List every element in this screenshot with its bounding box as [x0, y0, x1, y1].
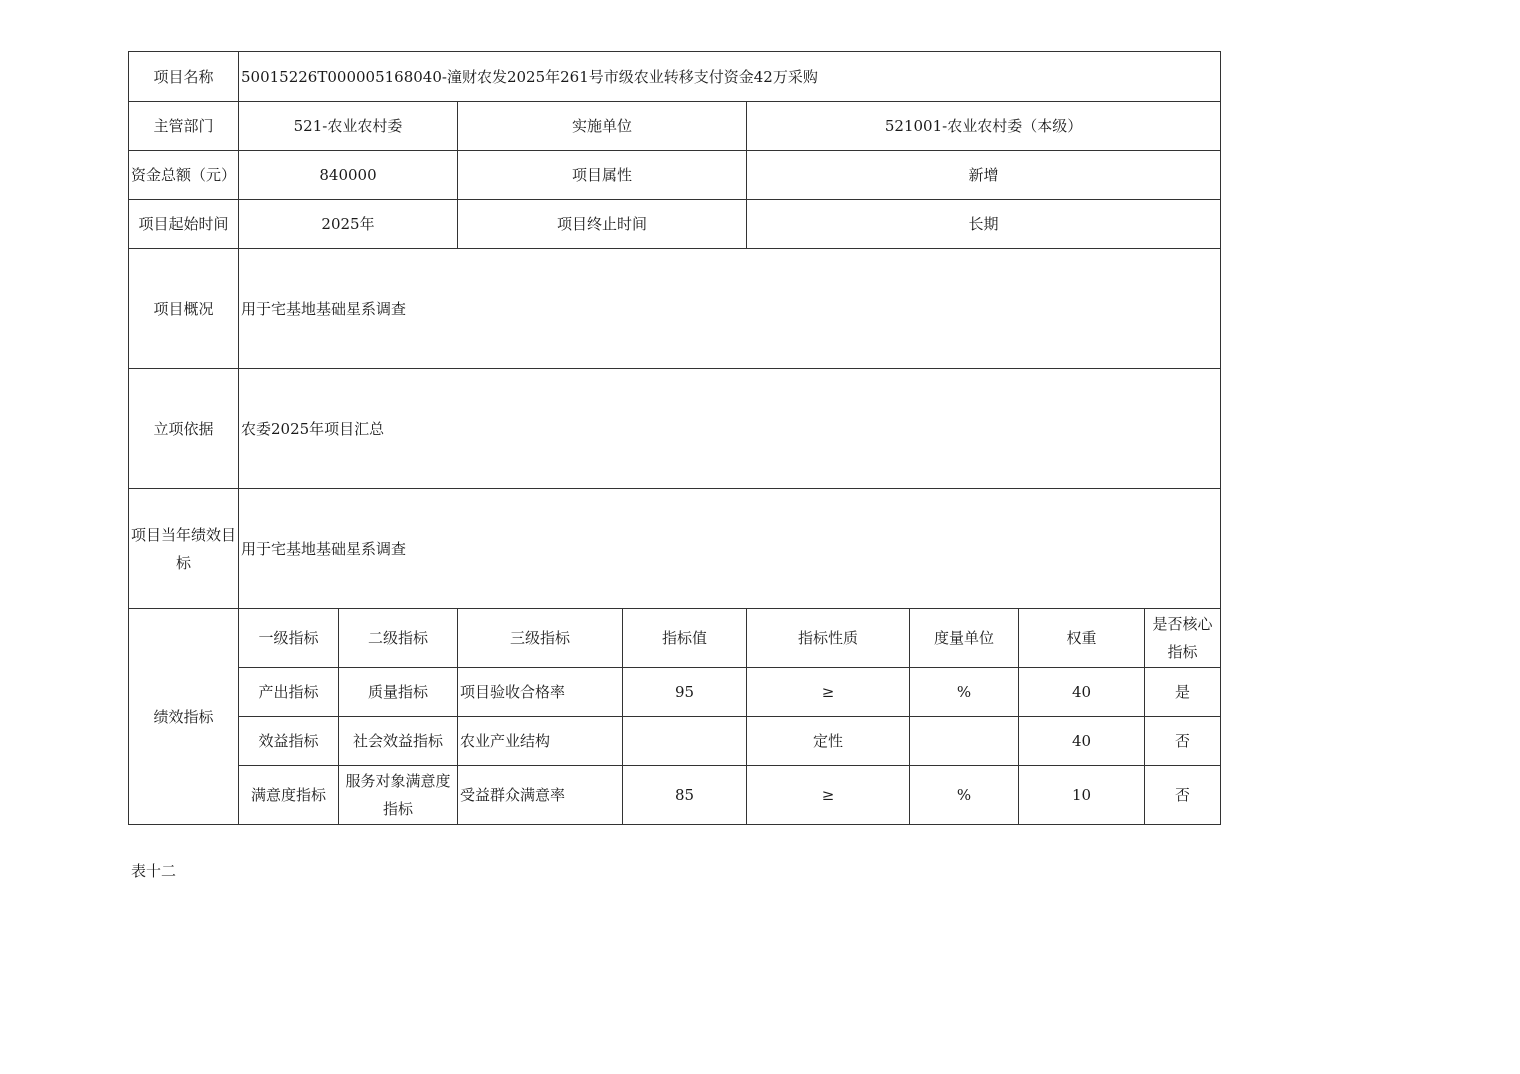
indicator-level2: 质量指标: [339, 668, 458, 717]
project-attr-label: 项目属性: [458, 151, 747, 200]
basis-value: 农委2025年项目汇总: [239, 369, 1221, 489]
indicator-weight: 10: [1019, 766, 1145, 825]
table-caption: 表十二: [131, 862, 177, 880]
indicator-level2: 社会效益指标: [339, 717, 458, 766]
indicators-section-label: 绩效指标: [129, 609, 239, 825]
indicator-row: [129, 717, 1221, 766]
row-funds: [129, 151, 1221, 200]
indicator-weight: 40: [1019, 668, 1145, 717]
project-performance-table: [128, 51, 1221, 825]
indicator-unit: %: [910, 668, 1019, 717]
indicator-unit: [910, 717, 1019, 766]
indicator-core: 是: [1145, 668, 1221, 717]
indicator-nature: 定性: [747, 717, 910, 766]
overview-value: 用于宅基地基础星系调查: [239, 249, 1221, 369]
indicator-nature: ≥: [747, 766, 910, 825]
row-period: [129, 200, 1221, 249]
goal-label: 项目当年绩效目标: [129, 489, 239, 609]
header-level2: 二级指标: [339, 609, 458, 668]
indicator-row: [129, 668, 1221, 717]
indicator-level1: 产出指标: [239, 668, 339, 717]
overview-label: 项目概况: [129, 249, 239, 369]
indicator-weight: 40: [1019, 717, 1145, 766]
funds-label: 资金总额（元）: [129, 151, 239, 200]
project-name-label: 项目名称: [129, 52, 239, 102]
row-basis: [129, 369, 1221, 489]
basis-label: 立项依据: [129, 369, 239, 489]
funds-value: 840000: [239, 151, 458, 200]
row-goal: [129, 489, 1221, 609]
header-core: 是否核心指标: [1145, 609, 1221, 668]
header-nature: 指标性质: [747, 609, 910, 668]
department-label: 主管部门: [129, 102, 239, 151]
indicator-value: [623, 717, 747, 766]
end-time-value: 长期: [747, 200, 1221, 249]
indicator-level3: 受益群众满意率: [458, 766, 623, 825]
goal-value: 用于宅基地基础星系调查: [239, 489, 1221, 609]
row-overview: [129, 249, 1221, 369]
indicator-level1: 效益指标: [239, 717, 339, 766]
project-attr-value: 新增: [747, 151, 1221, 200]
header-unit: 度量单位: [910, 609, 1019, 668]
indicator-nature: ≥: [747, 668, 910, 717]
indicator-unit: %: [910, 766, 1019, 825]
impl-unit-label: 实施单位: [458, 102, 747, 151]
header-weight: 权重: [1019, 609, 1145, 668]
indicator-value: 85: [623, 766, 747, 825]
indicator-row: [129, 766, 1221, 825]
department-value: 521-农业农村委: [239, 102, 458, 151]
start-time-label: 项目起始时间: [129, 200, 239, 249]
indicator-level1: 满意度指标: [239, 766, 339, 825]
header-level3: 三级指标: [458, 609, 623, 668]
project-name-value: 50015226T000005168040-潼财农发2025年261号市级农业转移支付资金42万采购: [239, 52, 1221, 102]
header-level1: 一级指标: [239, 609, 339, 668]
impl-unit-value: 521001-农业农村委（本级）: [747, 102, 1221, 151]
indicator-level2: 服务对象满意度指标: [339, 766, 458, 825]
indicator-value: 95: [623, 668, 747, 717]
indicator-core: 否: [1145, 766, 1221, 825]
row-department: [129, 102, 1221, 151]
indicator-header-row: [129, 609, 1221, 668]
end-time-label: 项目终止时间: [458, 200, 747, 249]
row-project-name: [129, 52, 1221, 102]
indicator-level3: 农业产业结构: [458, 717, 623, 766]
start-time-value: 2025年: [239, 200, 458, 249]
indicator-core: 否: [1145, 717, 1221, 766]
header-value: 指标值: [623, 609, 747, 668]
indicator-level3: 项目验收合格率: [458, 668, 623, 717]
